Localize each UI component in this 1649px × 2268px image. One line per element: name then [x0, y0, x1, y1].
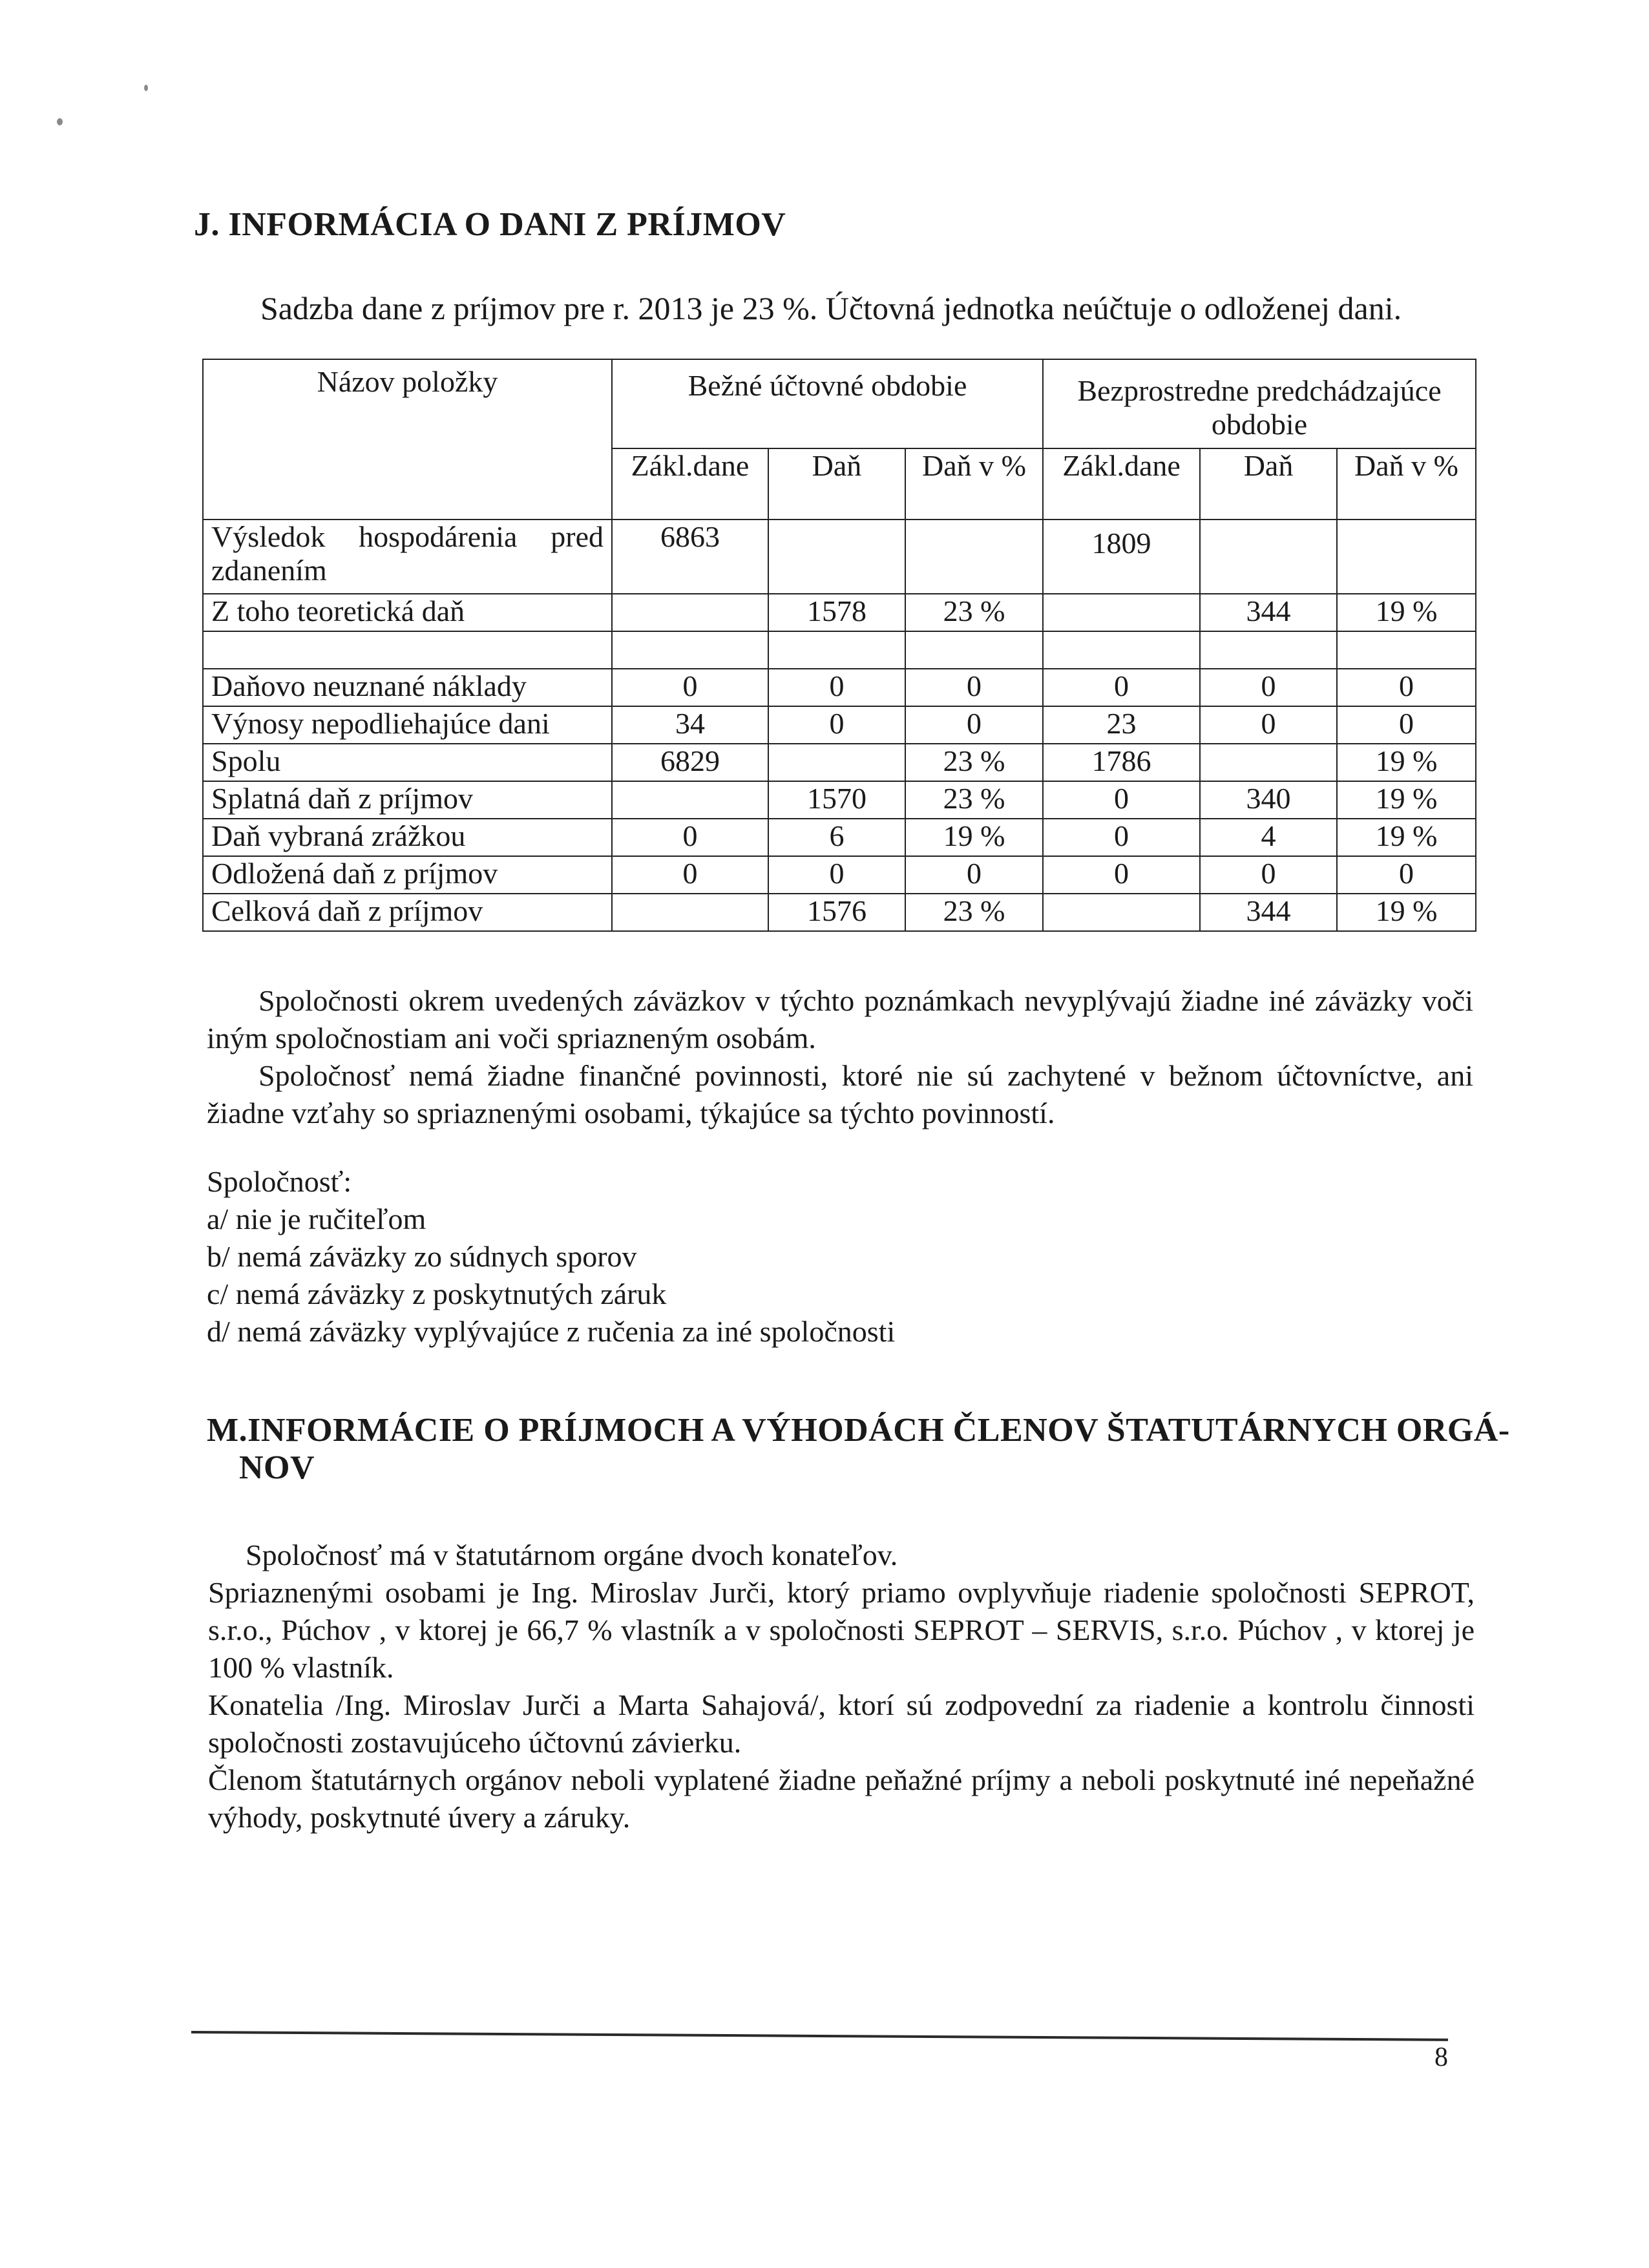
table-row	[203, 669, 1476, 706]
cell: 0	[1043, 856, 1200, 894]
table-row	[203, 520, 1476, 594]
cell	[1200, 744, 1337, 781]
section-m-heading-line2: NOV	[239, 1449, 315, 1486]
cell: 34	[612, 706, 768, 744]
cell: 0	[612, 856, 768, 894]
cell: 0	[1337, 706, 1476, 744]
cell: 0	[1043, 781, 1200, 819]
table-row	[203, 744, 1476, 781]
cell: 19 %	[1337, 781, 1476, 819]
row-label: Daňovo neuznané náklady	[203, 669, 612, 706]
list-item: c/ nemá záväzky z poskytnutých záruk	[207, 1277, 667, 1310]
company-list	[207, 1201, 895, 1350]
cell: 0	[768, 706, 905, 744]
subheader-previous-tax-percent: Daň v %	[1337, 448, 1476, 520]
subheader-current-base: Zákl.dane	[612, 448, 768, 520]
cell	[1337, 520, 1476, 594]
cell: 1786	[1043, 744, 1200, 781]
row-label: Spolu	[203, 744, 612, 781]
table-row	[203, 781, 1476, 819]
table-row	[203, 819, 1476, 856]
cell: 0	[905, 669, 1043, 706]
cell: 0	[1200, 856, 1337, 894]
scan-speck	[57, 118, 63, 125]
table-row-empty	[203, 631, 1476, 669]
subheader-current-tax-percent: Daň v %	[905, 448, 1043, 520]
cell: 0	[1043, 669, 1200, 706]
cell	[1200, 520, 1337, 594]
cell: 19 %	[1337, 594, 1476, 631]
cell	[612, 781, 768, 819]
section-j-heading: J. INFORMÁCIA O DANI Z PRÍJMOV	[194, 206, 786, 243]
subheader-previous-tax: Daň	[1200, 448, 1337, 520]
cell	[905, 520, 1043, 594]
cell	[768, 744, 905, 781]
header-item-name: Názov položky	[203, 359, 612, 520]
cell: 6829	[612, 744, 768, 781]
cell	[768, 520, 905, 594]
cell: 19 %	[905, 819, 1043, 856]
cell: 0	[1043, 819, 1200, 856]
statutory-body-paragraph: Spoločnosť má v štatutárnom orgáne dvoch konateľov.	[246, 1538, 898, 1571]
cell: 0	[1337, 856, 1476, 894]
cell: 1570	[768, 781, 905, 819]
cell: 0	[768, 669, 905, 706]
section-m-heading	[207, 1412, 1510, 1487]
row-label: Odložená daň z príjmov	[203, 856, 612, 894]
benefits-paragraph: Členom štatutárnych orgánov neboli vyplatené žiadne peňažné príjmy a neboli poskytnuté iné nepeňažné výhody, poskytnuté úvery a záruky.	[208, 1763, 1475, 1834]
cell: 19 %	[1337, 819, 1476, 856]
cell: 4	[1200, 819, 1337, 856]
liabilities-paragraph: Spoločnosti okrem uvedených záväzkov v týchto poznámkach nevyplývajú žiadne iné záväzky voči iným spoločnostiam ani voči spriazneným osobám.	[207, 984, 1473, 1055]
page-number: 8	[1434, 2042, 1448, 2072]
scan-speck	[144, 85, 148, 91]
cell: 1809	[1043, 520, 1200, 594]
table-row	[203, 706, 1476, 744]
cell: 6	[768, 819, 905, 856]
related-parties-paragraph: Spriaznenými osobami je Ing. Miroslav Jurči, ktorý priamo ovplyvňuje riadenie spoločnosti SEPROT, s.r.o., Púchov , v ktorej je 66,7 % vlastník a v spoločnosti SEPROT – SERVIS, s.r.o. Púchov , v ktorej je 100 % vlastník.	[208, 1576, 1475, 1684]
row-label: Výsledok hospodárenia pred zdanením	[203, 520, 612, 594]
cell: 0	[1200, 669, 1337, 706]
cell: 0	[905, 856, 1043, 894]
list-item: a/ nie je ručiteľom	[207, 1202, 426, 1235]
table-row	[203, 894, 1476, 931]
table-row	[203, 594, 1476, 631]
row-label: Celková daň z príjmov	[203, 894, 612, 931]
cell: 340	[1200, 781, 1337, 819]
cell: 23 %	[905, 894, 1043, 931]
cell: 0	[612, 669, 768, 706]
subheader-current-tax: Daň	[768, 448, 905, 520]
cell: 344	[1200, 594, 1337, 631]
financial-obligations-paragraph: Spoločnosť nemá žiadne finančné povinnosti, ktoré nie sú zachytené v bežnom účtovníctve, ani žiadne vzťahy so spriaznenými osobami, týkajúce sa týchto povinností.	[207, 1059, 1473, 1129]
cell: 0	[905, 706, 1043, 744]
subheader-previous-base: Zákl.dane	[1043, 448, 1200, 520]
cell: 23 %	[905, 781, 1043, 819]
cell: 0	[1337, 669, 1476, 706]
income-tax-table	[202, 359, 1476, 932]
cell: 19 %	[1337, 894, 1476, 931]
cell: 19 %	[1337, 744, 1476, 781]
table-row	[203, 856, 1476, 894]
cell: 344	[1200, 894, 1337, 931]
cell: 0	[612, 819, 768, 856]
row-label: Z toho teoretická daň	[203, 594, 612, 631]
cell: 23	[1043, 706, 1200, 744]
list-item: d/ nemá záväzky vyplývajúce z ručenia za iné spoločnosti	[207, 1315, 896, 1348]
cell: 1576	[768, 894, 905, 931]
row-label: Výnosy nepodliehajúce dani	[203, 706, 612, 744]
cell	[1043, 594, 1200, 631]
header-previous-period: Bezprostredne predchádzajúce obdobie	[1043, 359, 1476, 448]
cell: 1578	[768, 594, 905, 631]
cell	[1043, 894, 1200, 931]
cell: 0	[768, 856, 905, 894]
cell	[612, 894, 768, 931]
list-item: b/ nemá záväzky zo súdnych sporov	[207, 1240, 637, 1273]
cell: 23 %	[905, 594, 1043, 631]
company-list-intro: Spoločnosť:	[207, 1165, 352, 1198]
cell: 23 %	[905, 744, 1043, 781]
header-current-period: Bežné účtovné obdobie	[612, 359, 1043, 448]
cell: 0	[1200, 706, 1337, 744]
row-label: Splatná daň z príjmov	[203, 781, 612, 819]
executives-paragraph: Konatelia /Ing. Miroslav Jurči a Marta Sahajová/, ktorí sú zodpovední za riadenie a kontrolu činnosti spoločnosti zostavujúceho účtovnú závierku.	[208, 1688, 1475, 1759]
footer-divider	[191, 2031, 1448, 2041]
cell	[612, 594, 768, 631]
section-m-heading-line1: M.INFORMÁCIE O PRÍJMOCH A VÝHODÁCH ČLENOV ŠTATUTÁRNYCH ORGÁ-	[207, 1412, 1510, 1449]
tax-rate-intro: Sadzba dane z príjmov pre r. 2013 je 23 %. Účtovná jednotka neúčtuje o odloženej dani.	[260, 290, 1402, 326]
row-label: Daň vybraná zrážkou	[203, 819, 612, 856]
cell: 6863	[612, 520, 768, 594]
